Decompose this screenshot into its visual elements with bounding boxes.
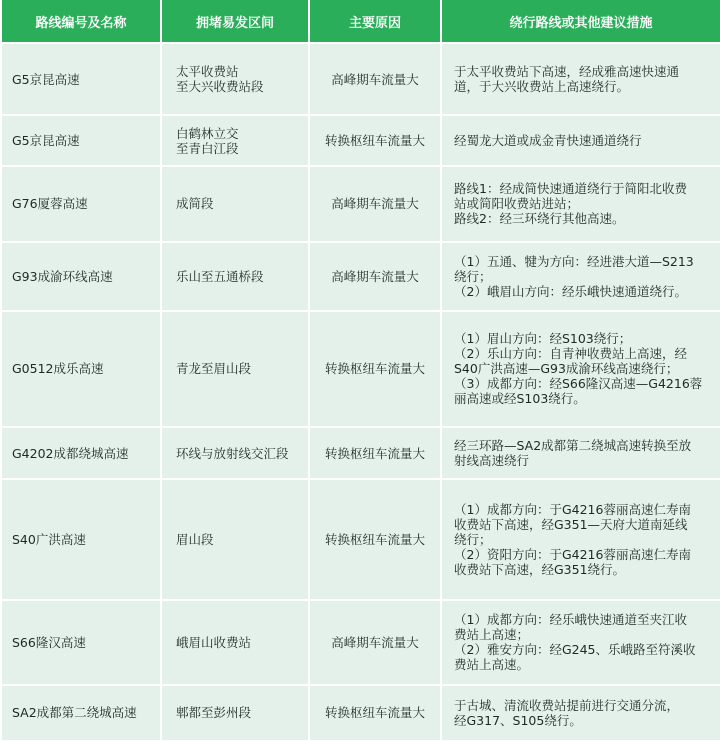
cell-section (161, 115, 309, 165)
cell-reason: 转换枢纽车流量大 (309, 311, 441, 428)
cell-section-line: 乐山至五通桥段 (176, 268, 264, 284)
cell-advice-line: 收费站下高速，经G351绕行。 (454, 562, 626, 578)
cell-reason: 高峰期车流量大 (309, 600, 441, 684)
cell-advice-line: 道，于大兴收费站上高速绕行。 (454, 79, 630, 95)
cell-advice-line: （2）雅安方向：经G245、乐峨路至符溪收 (454, 642, 696, 658)
cell-route: G5京昆高速 (1, 43, 161, 115)
cell-advice-line: 于太平收费站下高速，经成雅高速快速通 (454, 64, 680, 80)
cell-advice (441, 479, 720, 600)
cell-route: G5京昆高速 (1, 115, 161, 165)
cell-advice-line: （2）峨眉山方向：经乐峨快速通道绕行。 (454, 283, 687, 299)
table-row (1, 166, 720, 242)
cell-advice (441, 43, 720, 115)
cell-advice-line: （1）成都方向：于G4216蓉丽高速仁寿南 (454, 502, 691, 518)
cell-route: G76厦蓉高速 (1, 166, 161, 242)
table-row (1, 242, 720, 310)
table-row (1, 600, 720, 684)
cell-section (161, 427, 309, 479)
cell-advice-line: S40广洪高速—G93成渝环线高速绕行； (454, 361, 679, 377)
cell-advice-line: 费站上高速； (454, 627, 530, 643)
header-section: 拥堵易发区间 (161, 0, 309, 43)
cell-section-line: 白鹤林立交 (176, 125, 239, 141)
cell-advice-line: 路线2：经三环绕行其他高速。 (454, 211, 625, 227)
table-row (1, 685, 720, 741)
table-row (1, 115, 720, 165)
cell-advice-line: 经蜀龙大道或成金青快速通道绕行 (454, 133, 642, 149)
cell-section-line: 环线与放射线交汇段 (176, 445, 289, 461)
cell-advice-line: 丽高速或经S103绕行。 (454, 391, 586, 407)
cell-reason: 高峰期车流量大 (309, 166, 441, 242)
cell-advice (441, 311, 720, 428)
cell-route: S66隆汉高速 (1, 600, 161, 684)
cell-advice-line: （2）资阳方向：于G4216蓉丽高速仁寿南 (454, 547, 691, 563)
table-row (1, 479, 720, 600)
cell-route: G4202成都绕城高速 (1, 427, 161, 479)
cell-section (161, 311, 309, 428)
cell-section-line: 成简段 (176, 196, 214, 212)
cell-section-line: 青龙至眉山段 (176, 361, 252, 377)
cell-advice (441, 600, 720, 684)
cell-advice-line: 经G317、S105绕行。 (454, 712, 582, 728)
cell-advice-line: 路线1：经成简快速通道绕行于简阳北收费 (454, 181, 687, 197)
table-row (1, 427, 720, 479)
cell-advice-line: （1）成都方向：经乐峨快速通道至夹江收 (454, 612, 687, 628)
cell-advice-line: （1）五通、犍为方向：经进港大道—S213 (454, 253, 694, 269)
header-reason: 主要原因 (309, 0, 441, 43)
cell-advice-line: 于古城、清流收费站提前进行交通分流， (454, 697, 680, 713)
cell-section-line: 郫都至彭州段 (176, 705, 252, 721)
table-body (1, 43, 720, 741)
cell-advice-line: （1）眉山方向：经S103绕行； (454, 331, 632, 347)
cell-route: G0512成乐高速 (1, 311, 161, 428)
cell-section (161, 242, 309, 310)
table-row (1, 43, 720, 115)
cell-advice (441, 427, 720, 479)
cell-advice-line: 收费站下高速，经G351—天府大道南延线 (454, 517, 688, 533)
cell-section-line: 峨眉山收费站 (176, 634, 252, 650)
cell-advice-line: 费站上高速。 (454, 657, 530, 673)
cell-section (161, 43, 309, 115)
cell-advice-line: 站或简阳收费站进站； (454, 196, 580, 212)
table-header-row (1, 0, 720, 43)
cell-advice (441, 242, 720, 310)
cell-reason: 高峰期车流量大 (309, 43, 441, 115)
cell-section-line: 至青白江段 (176, 140, 239, 156)
cell-advice-line: 经三环路—SA2成都第二绕城高速转换至放 (454, 438, 692, 454)
cell-advice (441, 685, 720, 741)
cell-reason: 转换枢纽车流量大 (309, 427, 441, 479)
cell-reason: 转换枢纽车流量大 (309, 479, 441, 600)
cell-advice-line: 绕行； (454, 268, 492, 284)
cell-reason: 转换枢纽车流量大 (309, 685, 441, 741)
cell-advice-line: 射线高速绕行 (454, 453, 530, 469)
cell-route: S40广洪高速 (1, 479, 161, 600)
cell-section (161, 479, 309, 600)
cell-route: SA2成都第二绕城高速 (1, 685, 161, 741)
cell-route: G93成渝环线高速 (1, 242, 161, 310)
cell-advice (441, 115, 720, 165)
cell-section-line: 眉山段 (176, 532, 214, 548)
header-route: 路线编号及名称 (1, 0, 161, 43)
cell-advice-line: 绕行； (454, 532, 492, 548)
cell-advice-line: （2）乐山方向：自青神收费站上高速，经 (454, 346, 687, 362)
table-row (1, 311, 720, 428)
cell-reason: 高峰期车流量大 (309, 242, 441, 310)
cell-advice-line: （3）成都方向：经S66隆汉高速—G4216蓉 (454, 376, 703, 392)
cell-section-line: 至大兴收费站段 (176, 79, 264, 95)
cell-section-line: 太平收费站 (176, 64, 239, 80)
cell-advice (441, 166, 720, 242)
cell-section (161, 166, 309, 242)
header-advice: 绕行路线或其他建议措施 (441, 0, 720, 43)
cell-reason: 转换枢纽车流量大 (309, 115, 441, 165)
cell-section (161, 600, 309, 684)
cell-section (161, 685, 309, 741)
